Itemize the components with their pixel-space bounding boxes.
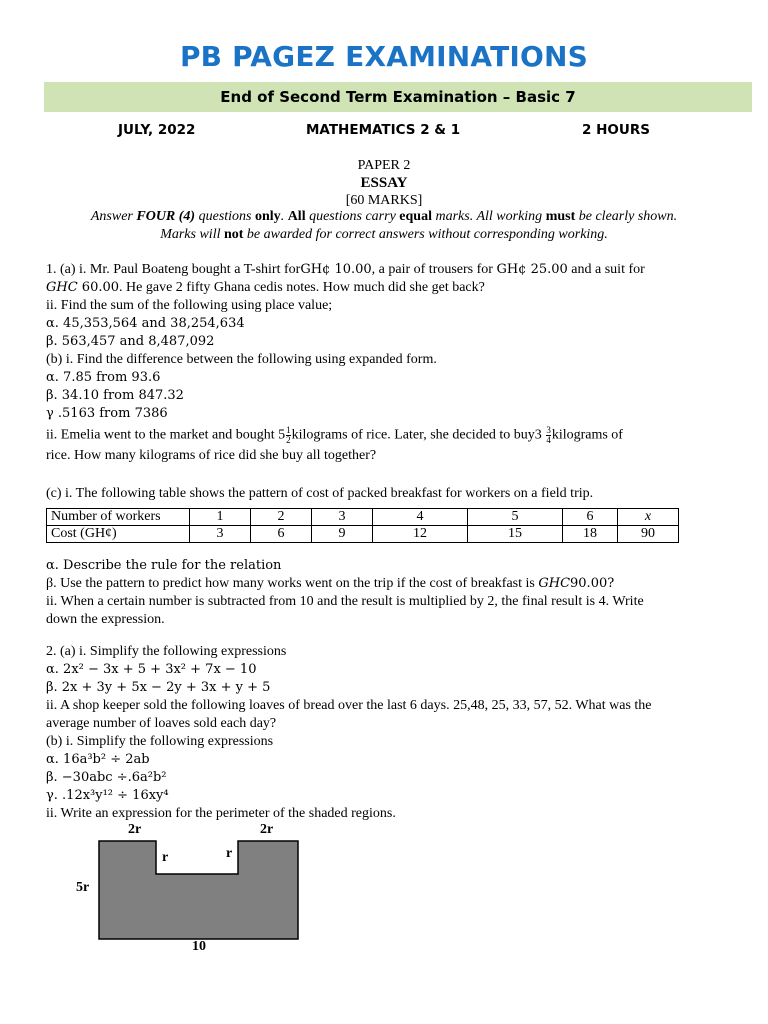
fraction-half: $\frac{1}{2}$ (286, 425, 291, 445)
label-top-left: 2r (128, 822, 142, 837)
label-top-right: 2r (260, 822, 274, 837)
label-side: 5r (76, 880, 90, 895)
fraction-three-quarters: $\frac{3}{4}$ (546, 425, 551, 445)
instructions-line-1: Answer FOUR (4) questions only. All questions carry equal marks. All working must be clearly shown. (90, 209, 678, 224)
exam-subject: MATHEMATICS 2 & 1 (306, 122, 461, 138)
label-inner-right: r (226, 846, 233, 861)
table-row: Cost (GH¢) 3 6 9 12 15 18 90 (47, 526, 679, 543)
question-2: 2. (a) i. Simplify the following expressions α. 2x² − 3x + 5 + 3x² + 7x − 10 β. 2x + 3y + 5x − 2y + 3x + y + 5 ii. A shop keeper sold the following loaves of bread over the last 6 days. 25,48, 25, 33, 57, 52. What was the average number of loaves sold each day? (b) i. Simplify the following expressions α. 16a³b² ÷ 2ab β. −30abc ÷.6a²b² γ. .12x³y¹² ÷ 16xy⁴ ii. Write an expression for the perimeter of the shaded regions. (46, 644, 652, 821)
label-bottom: 10 (192, 939, 206, 954)
shaded-region-figure (98, 840, 300, 940)
shaded-shape (99, 841, 298, 939)
paper-type: ESSAY (360, 175, 408, 191)
pattern-table (46, 508, 679, 543)
label-inner-left: r (162, 850, 169, 865)
paper-name: PAPER 2 (357, 158, 411, 173)
exam-date: JULY, 2022 (118, 122, 196, 138)
exam-banner: End of Second Term Examination – Basic 7 (44, 82, 752, 112)
instructions-line-2: Marks will not be awarded for correct answers without corresponding working. (160, 227, 608, 242)
exam-duration: 2 HOURS (582, 122, 650, 138)
question-1-part-a-b: 1. (a) i. Mr. Paul Boateng bought a T-shirt forGH¢ 10.00, a pair of trousers for GH¢ 25.00 and a suit for GHC 60.00. He gave 2 fifty Ghana cedis notes. How much did she get back? ii. Find the sum of the following using place value; α. 45,353,564 and 38,254,634 β. 563,457 and 8,487,092 (b) i. Find the difference between the following using expanded form. α. 7.85 from 93.6 β. 34.10 from 847.32 γ .5163 from 7386 ii. Emelia went to the market and bought 5 $\frac{1}{2}$ kilograms of rice. Later, she decided to buy3 $\frac{3}{4}$ kilograms of rice. How many kilograms of rice did she buy all together? (46, 262, 645, 463)
question-1-part-c-intro: (c) i. The following table shows the pattern of cost of packed breakfast for workers on a field trip. (46, 486, 594, 501)
question-1-part-c: α. Describe the rule for the relation β. Use the pattern to predict how many works went on the trip if the cost of breakfast is GHC90.00? ii. When a certain number is subtracted from 10 and the result is multiplied by 2, the final result is 4. Write down the expression. (46, 558, 644, 627)
exam-title: PB PAGEZ EXAMINATIONS (179, 40, 589, 73)
table-row: Number of workers 1 2 3 4 5 6 x (47, 509, 679, 526)
paper-marks: [60 MARKS] (345, 193, 423, 208)
